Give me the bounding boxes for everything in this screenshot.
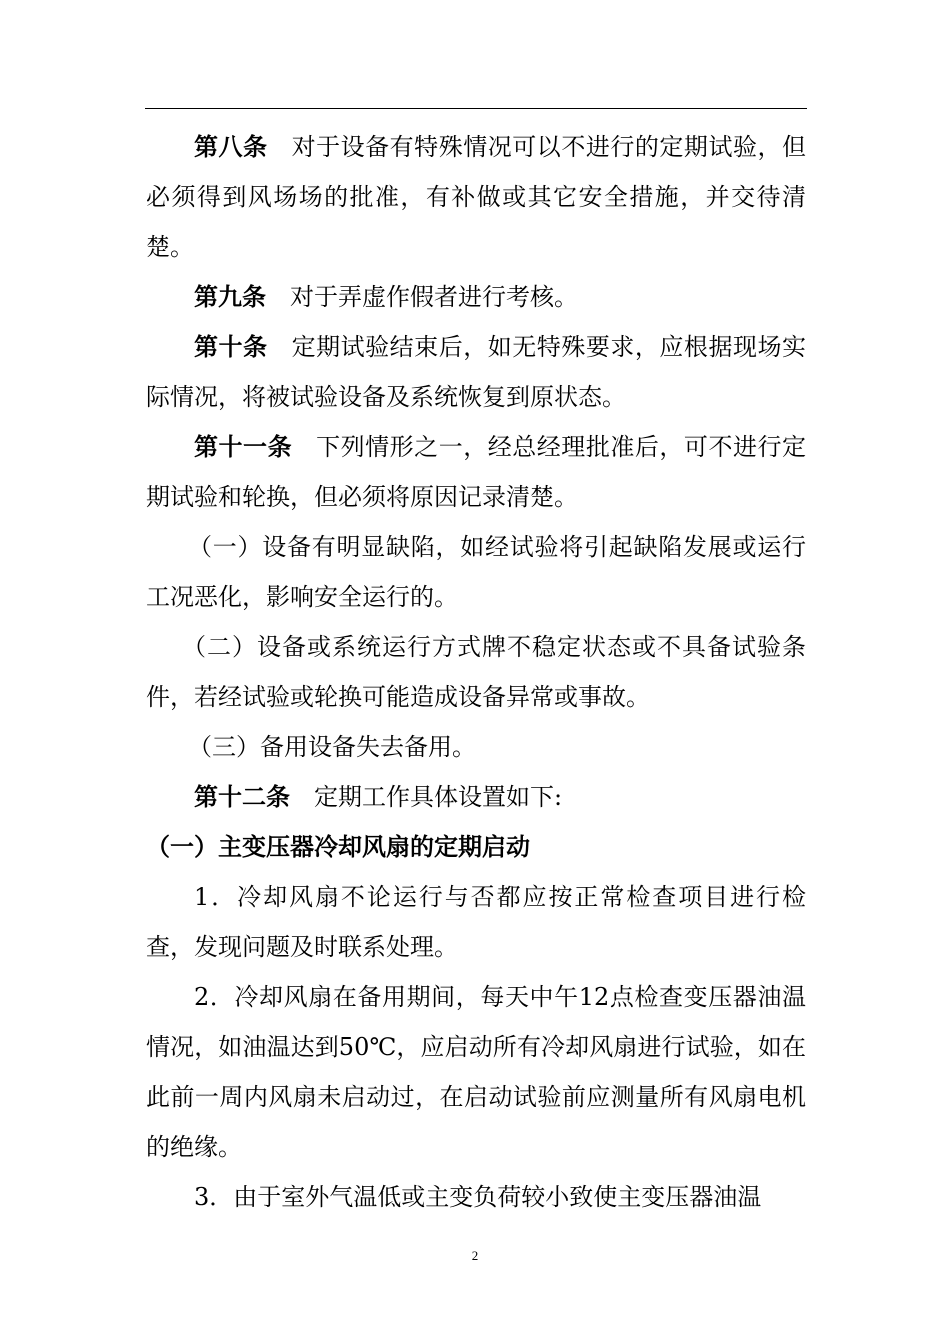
article-8 <box>146 122 806 272</box>
section-heading <box>146 822 806 872</box>
article-text: 定期工作具体设置如下: <box>314 783 563 811</box>
article-text: 下列情形之一，经总经理批准后，可不进行定期试验和轮换，但必须将原因记录清楚。 <box>146 433 807 511</box>
page-number: 2 <box>471 1248 479 1263</box>
article-label: 第十二条 <box>194 782 290 811</box>
list-item-text: （三）备用设备失去备用。 <box>188 733 476 761</box>
list-item <box>146 622 806 722</box>
article-12 <box>146 772 806 822</box>
article-label: 第八条 <box>194 132 268 161</box>
article-text: 对于设备有特殊情况可以不进行的定期试验，但必须得到风场场的批准，有补做或其它安全措施，并交待清楚。 <box>146 133 807 261</box>
numbered-item-text: 2．冷却风扇在备用期间，每天中午12点检查变压器油温情况，如油温达到50℃，应启动所有冷却风扇进行试验，如在此前一周内风扇未启动过，在启动试验前应测量所有风扇电机的绝缘。 <box>146 983 806 1161</box>
article-label: 第九条 <box>194 282 266 311</box>
numbered-item-text: 1．冷却风扇不论运行与否都应按正常检查项目进行检查，发现问题及时联系处理。 <box>146 883 806 961</box>
article-10 <box>146 322 806 422</box>
article-label: 第十条 <box>194 332 268 361</box>
numbered-item <box>146 972 806 1172</box>
numbered-item <box>146 1172 806 1222</box>
article-11 <box>146 422 806 522</box>
list-item <box>146 522 806 622</box>
numbered-item <box>146 872 806 972</box>
list-item <box>146 722 806 772</box>
article-text: 定期试验结束后，如无特殊要求，应根据现场实际情况，将被试验设备及系统恢复到原状态。 <box>146 333 807 411</box>
article-text: 对于弄虚作假者进行考核。 <box>290 283 578 311</box>
document-body <box>146 122 806 1222</box>
article-label: 第十一条 <box>194 432 293 461</box>
list-item-text: （二）设备或系统运行方式牌不稳定状态或不具备试验条件，若经试验或轮换可能造成设备异常或事故。 <box>146 633 806 711</box>
numbered-item-text: 3．由于室外气温低或主变负荷较小致使主变压器油温 <box>194 1183 762 1211</box>
section-heading-text: （一）主变压器冷却风扇的定期启动 <box>146 832 530 861</box>
header-rule <box>145 108 807 109</box>
list-item-text: （一）设备有明显缺陷，如经试验将引起缺陷发展或运行工况恶化，影响安全运行的。 <box>146 533 806 611</box>
article-9 <box>146 272 806 322</box>
